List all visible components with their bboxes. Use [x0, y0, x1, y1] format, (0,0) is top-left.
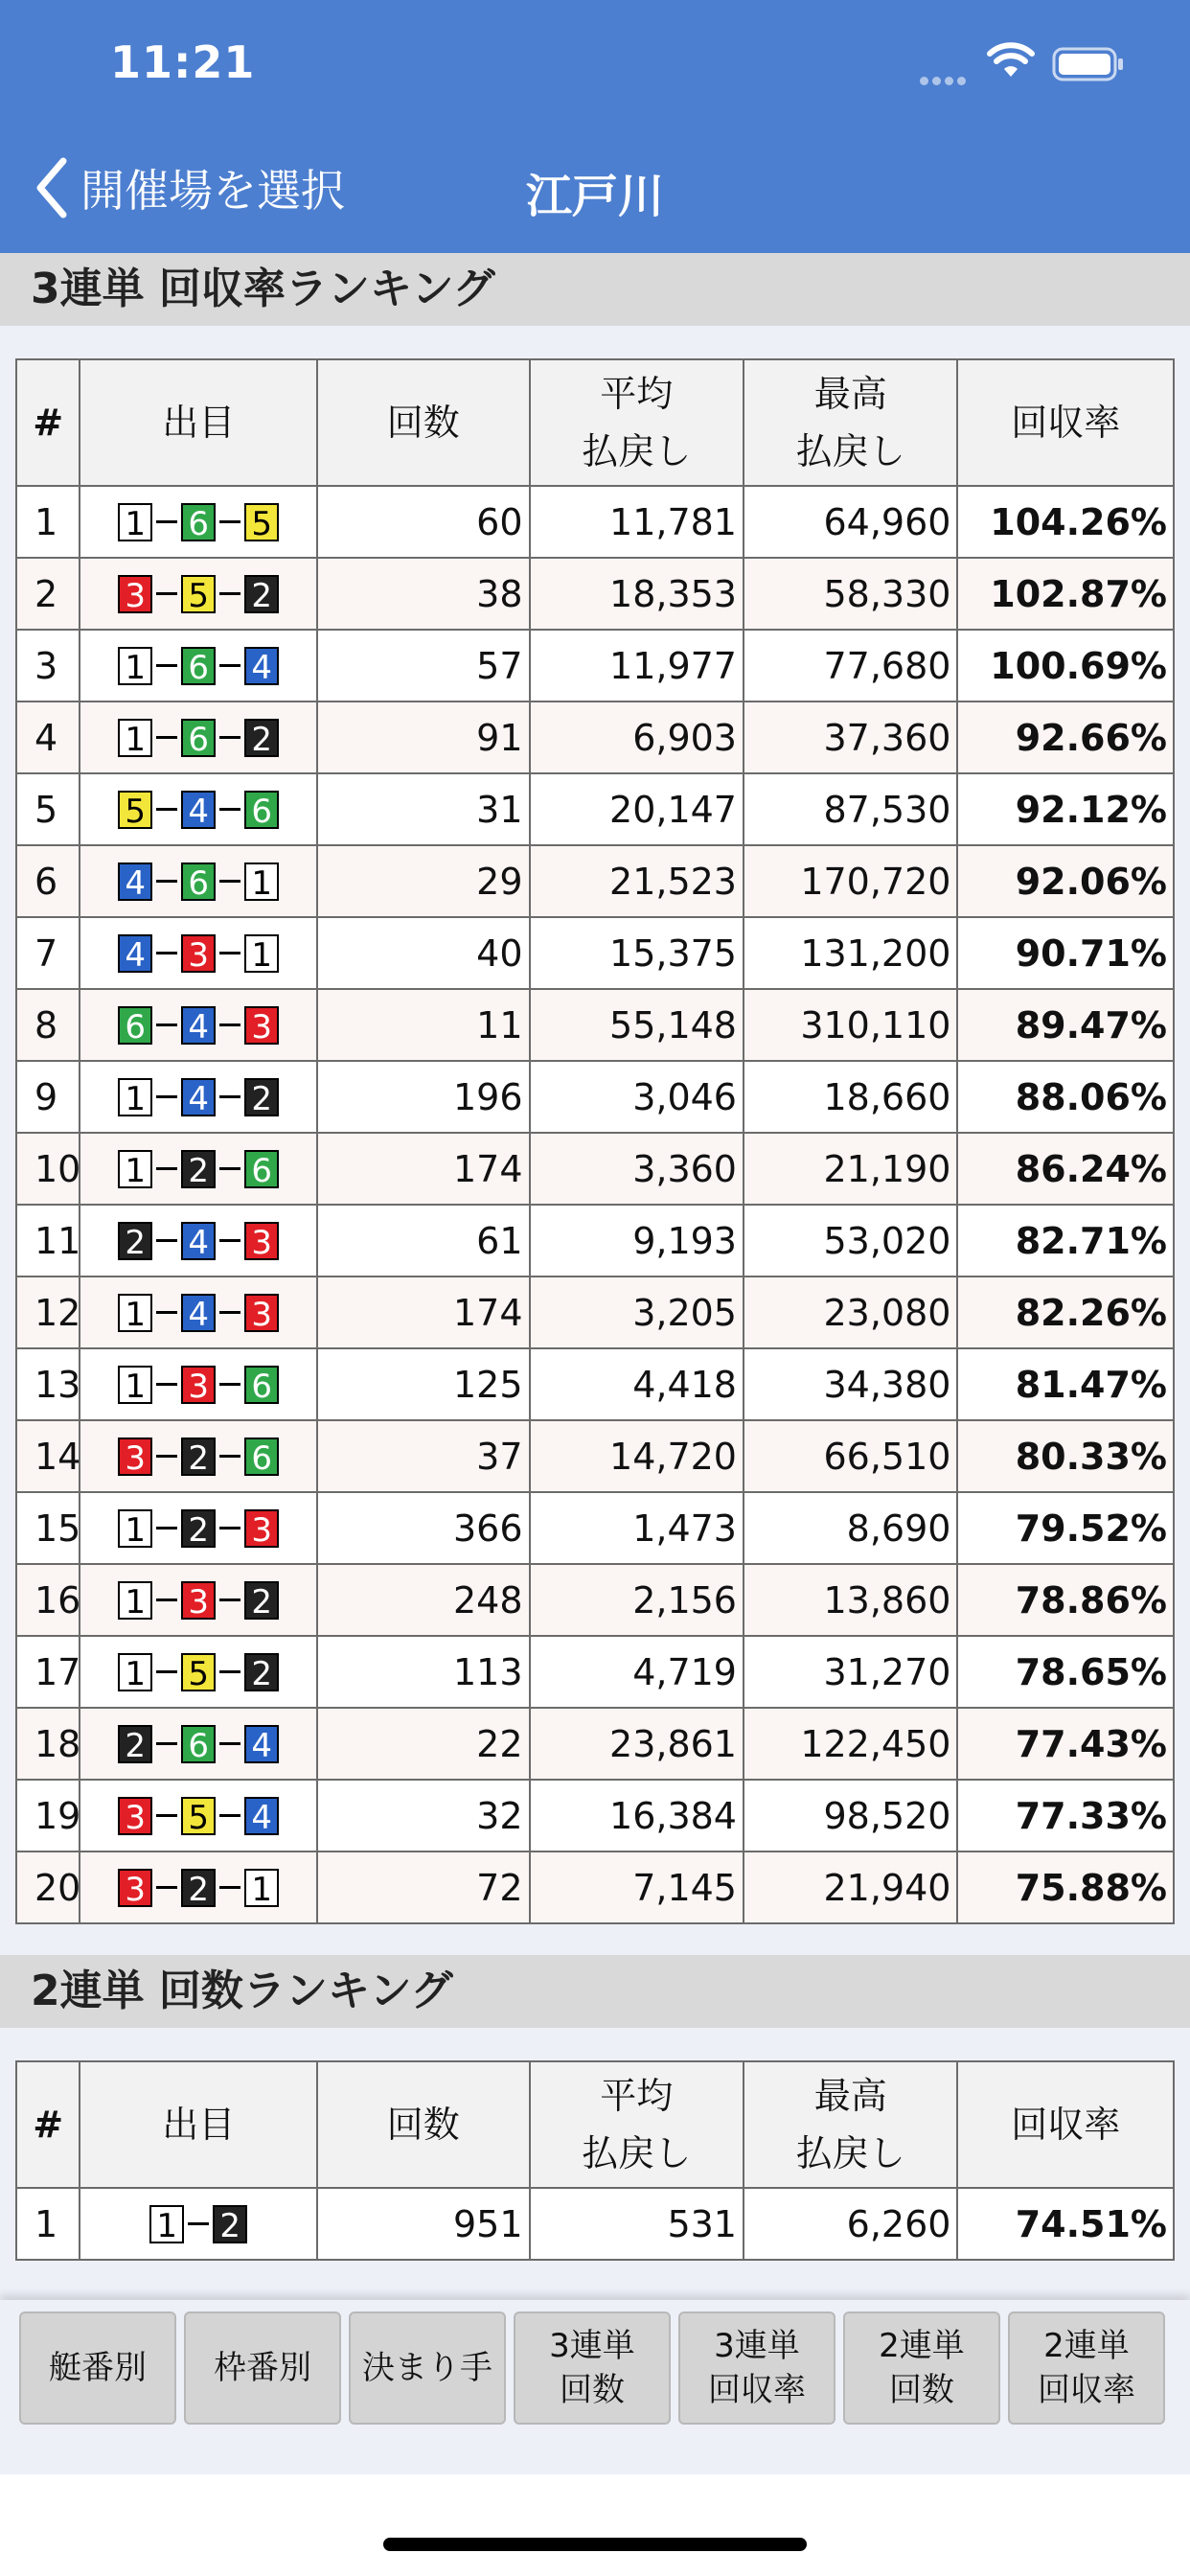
dash-separator: [219, 1095, 240, 1098]
column-header: 出目: [80, 359, 317, 486]
rate-cell: 77.33%: [957, 1780, 1174, 1852]
count-cell: 38: [317, 558, 529, 630]
boat-number-badge: 1: [244, 934, 279, 973]
boat-number-badge: 6: [181, 1725, 216, 1763]
tab-winning-move[interactable]: 決まり手: [349, 2312, 506, 2425]
rate-cell: 74.51%: [957, 2188, 1174, 2260]
boat-number-badge: 2: [181, 1150, 216, 1188]
wifi-icon: [987, 42, 1035, 80]
column-header: 最高 払戻し: [744, 359, 957, 486]
rank-cell: 16: [16, 1564, 80, 1636]
boat-number-badge: 6: [181, 647, 216, 685]
tab-exacta-count[interactable]: 2連単 回数: [843, 2312, 1000, 2425]
boat-number-badge: 1: [118, 1078, 152, 1116]
content-scroll-area[interactable]: [0, 253, 1190, 2300]
count-cell: 57: [317, 630, 529, 702]
column-header: 回数: [317, 2061, 529, 2188]
boat-number-badge: 6: [244, 791, 279, 829]
avg-cell: 6,903: [530, 702, 744, 773]
rank-cell: 8: [16, 989, 80, 1061]
boat-number-badge: 1: [118, 1509, 152, 1548]
column-header: 最高 払戻し: [744, 2061, 957, 2188]
cellular-signal-icon: [920, 71, 970, 89]
max-cell: 21,940: [744, 1852, 957, 1923]
max-cell: 34,380: [744, 1348, 957, 1420]
boat-number-badge: 6: [181, 862, 216, 901]
header-bar: [0, 0, 1190, 253]
boat-number-badge: 5: [181, 1797, 216, 1835]
max-cell: 13,860: [744, 1564, 957, 1636]
max-cell: 18,660: [744, 1061, 957, 1133]
count-cell: 40: [317, 917, 529, 989]
dash-separator: [156, 952, 177, 954]
rate-cell: 92.12%: [957, 773, 1174, 845]
boat-number-badge: 1: [118, 1294, 152, 1332]
rank-cell: 12: [16, 1276, 80, 1348]
rate-cell: 78.86%: [957, 1564, 1174, 1636]
table-row[interactable]: [16, 1276, 1174, 1348]
combination-cell: [80, 702, 317, 773]
count-cell: 196: [317, 1061, 529, 1133]
rank-cell: 9: [16, 1061, 80, 1133]
rank-cell: 4: [16, 702, 80, 773]
page-title: 江戸川: [525, 170, 664, 223]
boat-number-badge: 4: [118, 862, 152, 901]
avg-cell: 9,193: [530, 1205, 744, 1276]
combination-cell: [80, 2188, 317, 2260]
section-header: 3連単 回収率ランキング: [0, 253, 1190, 326]
combination-cell: [80, 1205, 317, 1276]
table-row[interactable]: [16, 917, 1174, 989]
boat-number-badge: 3: [244, 1006, 279, 1045]
count-cell: 61: [317, 1205, 529, 1276]
dash-separator: [156, 1239, 177, 1242]
home-indicator-area: [0, 2474, 1190, 2576]
avg-cell: 531: [530, 2188, 744, 2260]
boat-number-badge: 4: [244, 1725, 279, 1763]
dash-separator: [156, 1024, 177, 1026]
boat-number-badge: 4: [181, 1006, 216, 1045]
avg-cell: 16,384: [530, 1780, 744, 1852]
rate-cell: 104.26%: [957, 486, 1174, 558]
dash-separator: [219, 952, 240, 954]
boat-number-badge: 4: [244, 1797, 279, 1835]
max-cell: 310,110: [744, 989, 957, 1061]
table-row[interactable]: [16, 1852, 1174, 1923]
dash-separator: [219, 1527, 240, 1530]
avg-cell: 1,473: [530, 1492, 744, 1564]
rank-cell: 14: [16, 1420, 80, 1492]
dash-separator: [156, 1886, 177, 1889]
rank-cell: 2: [16, 558, 80, 630]
max-cell: 64,960: [744, 486, 957, 558]
combination-cell: [80, 1708, 317, 1780]
max-cell: 31,270: [744, 1636, 957, 1708]
table-row[interactable]: [16, 630, 1174, 702]
combination-cell: [80, 1276, 317, 1348]
dash-separator: [219, 1886, 240, 1889]
rank-cell: 7: [16, 917, 80, 989]
boat-number-badge: 2: [181, 1509, 216, 1548]
tab-boat-number[interactable]: 艇番別: [19, 2312, 176, 2425]
count-cell: 248: [317, 1564, 529, 1636]
table-row[interactable]: [16, 1133, 1174, 1205]
max-cell: 6,260: [744, 2188, 957, 2260]
avg-cell: 3,046: [530, 1061, 744, 1133]
boat-number-badge: 4: [181, 1222, 216, 1260]
rate-cell: 75.88%: [957, 1852, 1174, 1923]
dash-separator: [219, 1814, 240, 1817]
boat-number-badge: 6: [244, 1438, 279, 1476]
back-button-label: 開催場を選択: [80, 165, 345, 217]
count-cell: 37: [317, 1420, 529, 1492]
boat-number-badge: 2: [213, 2205, 247, 2243]
table-row[interactable]: [16, 558, 1174, 630]
battery-icon: [1052, 46, 1125, 82]
dash-separator: [156, 592, 177, 595]
avg-cell: 3,205: [530, 1276, 744, 1348]
combination-cell: [80, 1780, 317, 1852]
ranking-table: [15, 358, 1175, 1924]
count-cell: 113: [317, 1636, 529, 1708]
combination-cell: [80, 558, 317, 630]
avg-cell: 14,720: [530, 1420, 744, 1492]
column-header: #: [16, 2061, 80, 2188]
dash-separator: [156, 1598, 177, 1601]
rate-cell: 90.71%: [957, 917, 1174, 989]
max-cell: 77,680: [744, 630, 957, 702]
combination-cell: [80, 1133, 317, 1205]
boat-number-badge: 1: [244, 862, 279, 901]
rank-cell: 1: [16, 486, 80, 558]
tab-exacta-return[interactable]: 2連単 回収率: [1008, 2312, 1165, 2425]
max-cell: 37,360: [744, 702, 957, 773]
dash-separator: [219, 1311, 240, 1314]
dash-separator: [156, 736, 177, 739]
rank-cell: 15: [16, 1492, 80, 1564]
tab-trifecta-return[interactable]: 3連単 回収率: [678, 2312, 835, 2425]
max-cell: 131,200: [744, 917, 957, 989]
combination-cell: [80, 1852, 317, 1923]
boat-number-badge: 1: [118, 503, 152, 541]
table-row[interactable]: [16, 845, 1174, 917]
avg-cell: 18,353: [530, 558, 744, 630]
dash-separator: [219, 1598, 240, 1601]
rank-cell: 11: [16, 1205, 80, 1276]
boat-number-badge: 2: [244, 575, 279, 613]
rank-cell: 6: [16, 845, 80, 917]
max-cell: 87,530: [744, 773, 957, 845]
avg-cell: 4,418: [530, 1348, 744, 1420]
boat-number-badge: 3: [244, 1294, 279, 1332]
dash-separator: [156, 880, 177, 883]
table-row[interactable]: [16, 773, 1174, 845]
column-header: 平均 払戻し: [530, 2061, 744, 2188]
dash-separator: [219, 1167, 240, 1170]
boat-number-badge: 2: [118, 1725, 152, 1763]
boat-number-badge: 3: [244, 1222, 279, 1260]
avg-cell: 21,523: [530, 845, 744, 917]
count-cell: 951: [317, 2188, 529, 2260]
combination-cell: [80, 845, 317, 917]
dash-separator: [188, 2222, 209, 2225]
dash-separator: [156, 1167, 177, 1170]
max-cell: 122,450: [744, 1708, 957, 1780]
avg-cell: 55,148: [530, 989, 744, 1061]
tab-trifecta-count[interactable]: 3連単 回数: [514, 2312, 671, 2425]
boat-number-badge: 4: [181, 1294, 216, 1332]
boat-number-badge: 1: [118, 647, 152, 685]
boat-number-badge: 5: [244, 503, 279, 541]
combination-cell: [80, 1061, 317, 1133]
dash-separator: [219, 1670, 240, 1673]
max-cell: 8,690: [744, 1492, 957, 1564]
rank-cell: 1: [16, 2188, 80, 2260]
section-header: 2連単 回数ランキング: [0, 1955, 1190, 2028]
count-cell: 31: [317, 773, 529, 845]
table-row[interactable]: [16, 1708, 1174, 1780]
count-cell: 366: [317, 1492, 529, 1564]
max-cell: 53,020: [744, 1205, 957, 1276]
rate-cell: 82.26%: [957, 1276, 1174, 1348]
column-header: 出目: [80, 2061, 317, 2188]
dash-separator: [219, 1383, 240, 1386]
count-cell: 11: [317, 989, 529, 1061]
boat-number-badge: 1: [118, 719, 152, 757]
boat-number-badge: 6: [181, 719, 216, 757]
avg-cell: 15,375: [530, 917, 744, 989]
avg-cell: 2,156: [530, 1564, 744, 1636]
boat-number-badge: 3: [118, 1869, 152, 1907]
table-row[interactable]: [16, 1564, 1174, 1636]
boat-number-badge: 4: [181, 1078, 216, 1116]
avg-cell: 11,977: [530, 630, 744, 702]
max-cell: 98,520: [744, 1780, 957, 1852]
rate-cell: 80.33%: [957, 1420, 1174, 1492]
table-row[interactable]: [16, 989, 1174, 1061]
boat-number-badge: 4: [181, 791, 216, 829]
count-cell: 22: [317, 1708, 529, 1780]
dash-separator: [156, 1527, 177, 1530]
combination-cell: [80, 486, 317, 558]
combination-cell: [80, 917, 317, 989]
table-row[interactable]: [16, 1492, 1174, 1564]
rate-cell: 100.69%: [957, 630, 1174, 702]
table-row[interactable]: [16, 2188, 1174, 2260]
count-cell: 125: [317, 1348, 529, 1420]
boat-number-badge: 6: [181, 503, 216, 541]
combination-cell: [80, 1348, 317, 1420]
boat-number-badge: 2: [181, 1438, 216, 1476]
dash-separator: [219, 1455, 240, 1458]
table-row[interactable]: [16, 1636, 1174, 1708]
dash-separator: [219, 880, 240, 883]
boat-number-badge: 1: [118, 1581, 152, 1620]
boat-number-badge: 1: [149, 2205, 184, 2243]
boat-number-badge: 1: [118, 1366, 152, 1404]
dash-separator: [156, 1311, 177, 1314]
dash-separator: [156, 1095, 177, 1098]
dash-separator: [219, 592, 240, 595]
boat-number-badge: 3: [244, 1509, 279, 1548]
boat-number-badge: 3: [181, 934, 216, 973]
dash-separator: [219, 664, 240, 667]
combination-cell: [80, 773, 317, 845]
dash-separator: [156, 1455, 177, 1458]
boat-number-badge: 3: [118, 575, 152, 613]
boat-number-badge: 2: [244, 1078, 279, 1116]
rate-cell: 92.66%: [957, 702, 1174, 773]
boat-number-badge: 2: [244, 719, 279, 757]
rate-cell: 92.06%: [957, 845, 1174, 917]
combination-cell: [80, 1564, 317, 1636]
bottom-tab-bar: [0, 2300, 1190, 2474]
count-cell: 174: [317, 1276, 529, 1348]
table-header-row: [16, 2061, 1174, 2188]
boat-number-badge: 5: [118, 791, 152, 829]
rank-cell: 17: [16, 1636, 80, 1708]
rank-cell: 19: [16, 1780, 80, 1852]
rank-cell: 13: [16, 1348, 80, 1420]
boat-number-badge: 4: [118, 934, 152, 973]
count-cell: 60: [317, 486, 529, 558]
combination-cell: [80, 1636, 317, 1708]
boat-number-badge: 2: [244, 1581, 279, 1620]
dash-separator: [219, 1742, 240, 1745]
boat-number-badge: 5: [181, 575, 216, 613]
count-cell: 91: [317, 702, 529, 773]
max-cell: 66,510: [744, 1420, 957, 1492]
rate-cell: 88.06%: [957, 1061, 1174, 1133]
boat-number-badge: 6: [244, 1366, 279, 1404]
dash-separator: [156, 1383, 177, 1386]
combination-cell: [80, 989, 317, 1061]
column-header: 平均 払戻し: [530, 359, 744, 486]
rank-cell: 10: [16, 1133, 80, 1205]
max-cell: 21,190: [744, 1133, 957, 1205]
dash-separator: [219, 1239, 240, 1242]
rank-cell: 5: [16, 773, 80, 845]
column-header: 回収率: [957, 359, 1174, 486]
combination-cell: [80, 1492, 317, 1564]
status-time: 11:21: [110, 36, 256, 88]
count-cell: 72: [317, 1852, 529, 1923]
boat-number-badge: 5: [181, 1653, 216, 1691]
home-indicator[interactable]: [383, 2538, 807, 2551]
boat-number-badge: 3: [118, 1797, 152, 1835]
table-row[interactable]: [16, 486, 1174, 558]
dash-separator: [156, 1814, 177, 1817]
dash-separator: [219, 520, 240, 523]
rate-cell: 79.52%: [957, 1492, 1174, 1564]
boat-number-badge: 3: [118, 1438, 152, 1476]
boat-number-badge: 4: [244, 647, 279, 685]
rate-cell: 86.24%: [957, 1133, 1174, 1205]
table-row[interactable]: [16, 1348, 1174, 1420]
max-cell: 23,080: [744, 1276, 957, 1348]
boat-number-badge: 1: [244, 1869, 279, 1907]
rate-cell: 81.47%: [957, 1348, 1174, 1420]
dash-separator: [219, 736, 240, 739]
table-row[interactable]: [16, 1061, 1174, 1133]
boat-number-badge: 2: [244, 1653, 279, 1691]
column-header: 回数: [317, 359, 529, 486]
boat-number-badge: 1: [118, 1653, 152, 1691]
ranking-table: [15, 2060, 1175, 2261]
table-header-row: [16, 359, 1174, 486]
dash-separator: [156, 1742, 177, 1745]
rank-cell: 3: [16, 630, 80, 702]
count-cell: 174: [317, 1133, 529, 1205]
table-row[interactable]: [16, 1420, 1174, 1492]
avg-cell: 23,861: [530, 1708, 744, 1780]
dash-separator: [156, 664, 177, 667]
dash-separator: [156, 808, 177, 811]
rate-cell: 89.47%: [957, 989, 1174, 1061]
boat-number-badge: 2: [118, 1222, 152, 1260]
boat-number-badge: 3: [181, 1581, 216, 1620]
avg-cell: 3,360: [530, 1133, 744, 1205]
boat-number-badge: 2: [181, 1869, 216, 1907]
count-cell: 32: [317, 1780, 529, 1852]
max-cell: 170,720: [744, 845, 957, 917]
boat-number-badge: 3: [181, 1366, 216, 1404]
table-row[interactable]: [16, 702, 1174, 773]
avg-cell: 20,147: [530, 773, 744, 845]
table-row[interactable]: [16, 1205, 1174, 1276]
column-header: #: [16, 359, 80, 486]
rate-cell: 78.65%: [957, 1636, 1174, 1708]
max-cell: 58,330: [744, 558, 957, 630]
dash-separator: [156, 1670, 177, 1673]
avg-cell: 4,719: [530, 1636, 744, 1708]
rate-cell: 102.87%: [957, 558, 1174, 630]
avg-cell: 7,145: [530, 1852, 744, 1923]
count-cell: 29: [317, 845, 529, 917]
avg-cell: 11,781: [530, 486, 744, 558]
dash-separator: [219, 1024, 240, 1026]
rank-cell: 20: [16, 1852, 80, 1923]
boat-number-badge: 1: [118, 1150, 152, 1188]
table-row[interactable]: [16, 1780, 1174, 1852]
boat-number-badge: 6: [244, 1150, 279, 1188]
rank-cell: 18: [16, 1708, 80, 1780]
combination-cell: [80, 630, 317, 702]
dash-separator: [219, 808, 240, 811]
column-header: 回収率: [957, 2061, 1174, 2188]
boat-number-badge: 6: [118, 1006, 152, 1045]
rate-cell: 82.71%: [957, 1205, 1174, 1276]
tab-frame-number[interactable]: 枠番別: [184, 2312, 341, 2425]
combination-cell: [80, 1420, 317, 1492]
rate-cell: 77.43%: [957, 1708, 1174, 1780]
dash-separator: [156, 520, 177, 523]
